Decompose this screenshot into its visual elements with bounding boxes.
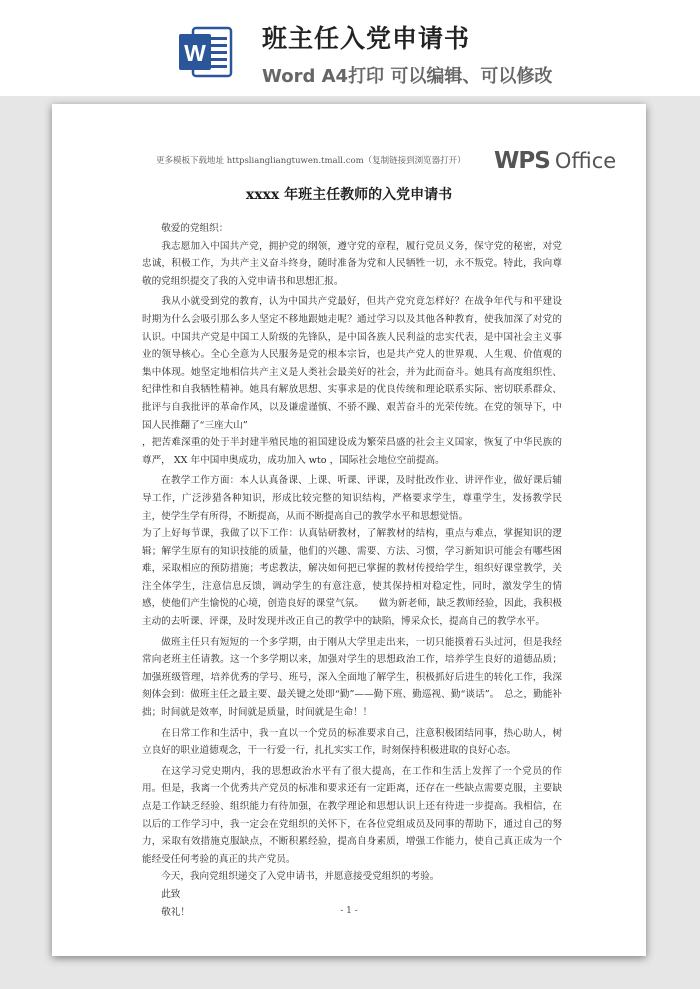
closing-line: 此致 — [161, 888, 181, 900]
document-page — [52, 104, 646, 956]
body-paragraph: 今天，我向党组织递交了入党申请书，并愿意接受党组织的考验。 — [161, 871, 440, 883]
body-paragraph: 为了上好每节课，我做了以下工作：认真钻研教材，了解教材的结构，重点与难点，掌握知识的逻辑；解学生原有的知识技能的质量，他们的兴趣、需要、方法、习惯，学习新知识可能会有哪些困难，采取相应的预防措施；考虑教法，解决如何把已掌握的教材传授给学生，组织好课堂教学，关注全体学生，注意信息反馈，调动学生的有意注意，使其保持相对稳定性，同时，激发学生的情感，使他们产生愉悦的心境，创造良好的课堂气氛。 做为新老师，缺乏教师经验，因此，我积极主动的去听课、评课，及时发现并改正自己的教学中的缺陷，博采众长，提高自己的教学水平。 — [142, 528, 562, 628]
page-number: - 1 - — [340, 906, 358, 916]
svg-text:W: W — [184, 40, 206, 66]
body-paragraph: 在日常工作和生活中，我一直以一个党员的标准要求自己，注意积极团结同事，热心助人，树立良好的职业道德观念，干一行爱一行，扎扎实实工作，时刻保持积极进取的良好心态。 — [142, 727, 562, 757]
document-body — [142, 220, 562, 921]
header-banner — [0, 0, 700, 96]
body-paragraph: 在这学习党史期内，我的思想政治水平有了很大提高，在工作和生活上发挥了一个党员的作用。但是，我离一个优秀共产党员的标准和要求还有一定距离，还存在一些缺点需要克服，主要缺点是工作缺乏经验、组织能力有待加强，在教学理论和思想认识上还有待进一步提高。我相信，在以后的工作学习中，我一定会在党组织的关怀下，在各位党组成员及同事的帮助下，通过自己的努力，采取有效措施克服缺点，不断积累经验，提高自身素质，增强工作能力，使自己真正成为一个能经受任何考验的真正的共产党员。 — [142, 765, 562, 865]
body-paragraph: 我从小就受到党的教育，认为中国共产党最好，但共产党究竟怎样好？在战争年代与和平建设时期为什么会吸引那么多人坚定不移地跟她走呢？通过学习以及其他各种教育，使我加深了对党的认识。中国共产党是中国工人阶级的先锋队，是中国各族人民利益的忠实代表，是中国社会主义事业的领导核心。全心全意为人民服务是党的根本宗旨，也是共产党人的世界观、人生观、价值观的集中体现。她坚定地相信共产主义是人类社会最美好的社会，并为此而奋斗。她具有高度组织性、纪律性和自我牺牲精神。她具有解放思想、实事求是的优良传统和理论联系实际、密切联系群众、批评与自我批评的革命作风，以及谦虚谨慎、不骄不躁、艰苦奋斗的光荣传统。在党的领导下，中国人民推翻了“三座大山” — [142, 296, 562, 431]
body-paragraph: 做班主任只有短短的一个多学期，由于刚从大学里走出来，一切只能摸着石头过河，但是我经常向老班主任请教。这一个多学期以来，加强对学生的思想政治工作，培养学生良好的道德品质；加强班级管理，培养优秀的学号、班号，深入全面地了解学生，积极抓好后进生的转化工作，我深刻体会到：做班主任之最主要、最关键之处即“勤”——勤下班、勤巡视、勤“谈话”。 总之，勤能补拙；时间就是效率，时间就是质量，时间就是生命！！ — [142, 636, 562, 719]
template-download-note: 更多模板下载地址 httpsliangliangtuwen.tmall.com（复制链接到浏览器打开） — [156, 156, 466, 166]
closing-line: 敬礼！ — [161, 906, 190, 918]
page-title: 班主任入党申请书 — [262, 24, 471, 53]
salutation: 敬爱的党组织： — [161, 223, 229, 234]
body-paragraph: ，把苦难深重的处于半封建半殖民地的祖国建设成为繁荣昌盛的社会主义国家，恢复了中华民族的尊严， XX 年中国申奥成功，成功加入 wto ，国际社会地位空前提高。 — [142, 437, 562, 466]
office-logo-text: Office — [554, 149, 617, 173]
word-document-icon — [177, 22, 235, 82]
wps-logo-text: WPS — [494, 148, 550, 174]
body-paragraph: 我志愿加入中国共产党，拥护党的纲领，遵守党的章程，履行党员义务，保守党的秘密，对党忠诚，积极工作，为共产主义奋斗终身，随时准备为党和人民牺牲一切，永不叛党。特此，我向尊敬的党组织提交了我的入党申请书和思想汇报。 — [142, 240, 562, 287]
body-paragraph: 在教学工作方面：本人认真备课、上课、听课、评课，及时批改作业、讲评作业，做好课后辅导工作，广泛涉猎各种知识，形成比较完整的知识结构，严格要求学生，尊重学生，发扬教学民主，使学生学有所得，不断提高，从而不断提高自己的教学水平和思想觉悟。 — [142, 475, 562, 522]
page-subtitle: Word A4打印 可以编辑、可以修改 — [262, 66, 553, 87]
wps-office-logo — [494, 148, 616, 184]
document-title: xxxx 年班主任教师的入党申请书 — [245, 187, 453, 203]
